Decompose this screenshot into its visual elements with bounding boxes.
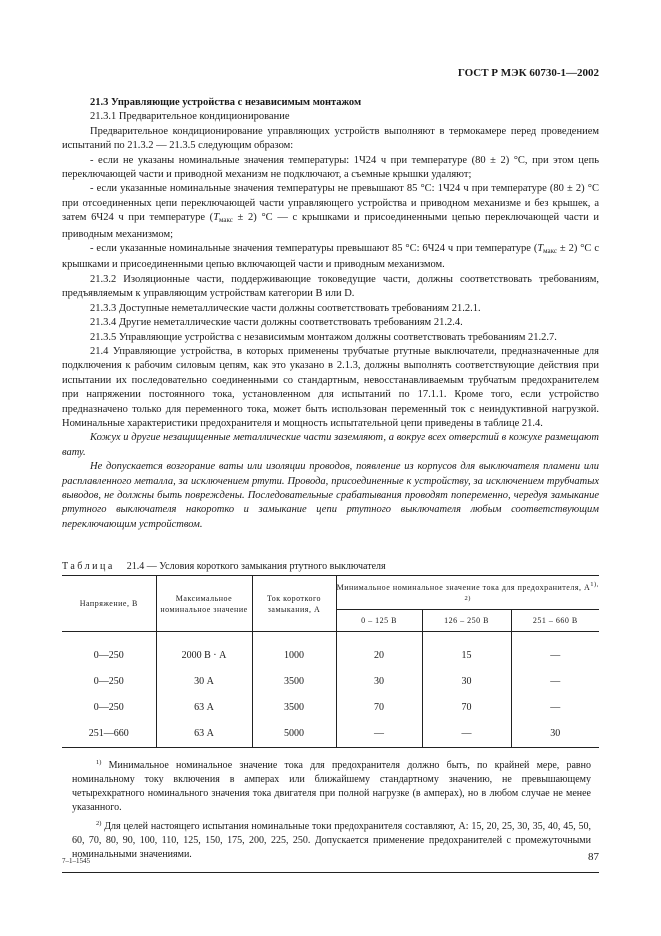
footnote-2: $^{2)}$ Для целей настоящего испытания номинальные токи предохранителя составляют, А: 15, 20, 25, 30, 35, 40, 45, 50, 60, 70, 80, 90, 100, 110, 125, 150, 175, 200, 225, 250. Допускается применение предохранителей с промежуточными номинальными значениями. xyxy=(72,820,591,860)
main-text xyxy=(62,96,599,532)
section-21-3-5: 21.3.5 Управляющие устройства с независимым монтажом должны соответствовать требованиям 21.2.7. xyxy=(90,331,557,343)
document-code: ГОСТ Р МЭК 60730-1—2002 xyxy=(457,67,599,79)
table-row: 0—250 30 А 3500 30 30 — xyxy=(62,670,599,696)
table-row: 251—660 63 А 5000 — — 30 xyxy=(62,722,599,748)
italic-note-1: Кожух и другие незащищенные металлические части заземляют, а вокруг всех отверстий в кожухе размещают вату. xyxy=(62,432,599,458)
conditioning-paragraph: Предварительное кондиционирование управляющих устройств выполняют в термокамере перед проведением испытаний по 21.3.2 — 21.3.5 следующим образом: xyxy=(62,125,599,152)
page-number: 87 xyxy=(588,851,599,863)
table-footnotes xyxy=(62,748,599,873)
table-row: 0—250 63 А 3500 70 70 — xyxy=(62,696,599,722)
header-sc-current: Ток короткого замыкания, А xyxy=(252,576,336,632)
table-row: 0—250 2000 В · А 1000 20 15 — xyxy=(62,644,599,670)
table-label: Таблица xyxy=(62,561,115,572)
short-circuit-table xyxy=(62,575,599,873)
section-21-4: 21.4 Управляющие устройства, в которых применены трубчатые ртутные выключатели, предназначенные для подключения к рабочим силовым цепям, как это указано в 2.1.3, должны выполнять соответствующие действия при испытании их последовательно соединенными со стандартным, невосстанавливаемым трубчатым предохранителем при напряжении постоянного тока, установленном для испытаний по 17.1.1. Кроме того, если устройство предназначено только для переменного тока, может быть использован переменный ток с неиндуктивной нагрузкой. Номинальные характеристики предохранителя и мощность испытательной цепи приведены в таблице 21.4. xyxy=(62,345,599,429)
header-max-rating: Максимальное номинальное значение xyxy=(156,576,252,632)
section-21-3-heading: 21.3 Управляющие устройства с независимым монтажом xyxy=(90,97,362,108)
table-title: 21.4 — Условия короткого замыкания ртутного выключателя xyxy=(126,561,386,572)
table-caption xyxy=(62,560,602,574)
section-21-3-4: 21.3.4 Другие неметаллические части должны соответствовать требованиям 21.2.4. xyxy=(90,317,463,329)
header-range-126-250: 126 – 250 В xyxy=(422,610,511,632)
conditioning-item-2: - если указанные номинальные значения температуры не превышают 85 °С: 1Ч24 ч при температуре (80 ± 2) °С при отсоединенных цепи переключающей части управляющего устройства и приводном механизме и без крышек, а затем 6Ч24 ч при температуре $(T_{макс} \pm 2)$ °С — с крышками и присоединенными цепью переключающей части и приводным механизмом; xyxy=(62,183,600,240)
conditioning-item-1: - если не указаны номинальные значения температуры: 1Ч24 ч при температуре (80 ± 2) °С, при этом цепь переключающей части и приводной механизм не подключают, а съемные крышки удаляют; xyxy=(62,154,599,181)
header-min-fuse: Минимальное номинальное значение тока для предохранителя, $А^{1), 2)}$ xyxy=(336,576,599,610)
italic-note-2: Не допускается возгорание ваты или изоляции проводов, появление из корпусов для выключателя пламени или расплавленного металла, за исключением ртути. Провода, присоединенные к устройству, за исключением трубчатых выводов, не должны быть повреждены. Последовательные срабатывания проводят попеременно, чередуя замыкание ртутного выключателя накоротко и замыкание цепи ртутного выключателя любым соответствующим переключающим устройством. xyxy=(62,461,599,530)
header-range-0-125: 0 – 125 В xyxy=(336,610,422,632)
section-21-3-3: 21.3.3 Доступные неметаллические части должны соответствовать требованиям 21.2.1. xyxy=(90,302,481,314)
footnote-1: $^{1)}$ Минимальное номинальное значение тока для предохранителя должно быть, по крайней мере, равно номинальному току включения в амперах или ближайшему стандартному значению, не превышающему четырехкратного номинального значения тока двигателя при полной нагрузке (в амперах), но в любом случае не менее указанного. xyxy=(72,759,591,813)
section-21-3-1: 21.3.1 Предварительное кондиционирование xyxy=(90,111,290,123)
header-voltage: Напряжение, В xyxy=(62,576,156,632)
header-range-251-660: 251 – 660 В xyxy=(511,610,599,632)
section-21-3-2: 21.3.2 Изоляционные части, поддерживающие токоведущие части, должны соответствовать требованиям, предъявляемым к управляющим устройствам категории В или D. xyxy=(62,273,599,300)
conditioning-item-3: - если указанные номинальные значения температуры превышают 85 °С: 6Ч24 ч при температуре $(T_{макс} \pm 2)$ °С с крышками и присоединенными цепью включающей части и приводным механизмом. xyxy=(62,243,600,271)
print-code: 7–1–1545 xyxy=(62,857,90,865)
